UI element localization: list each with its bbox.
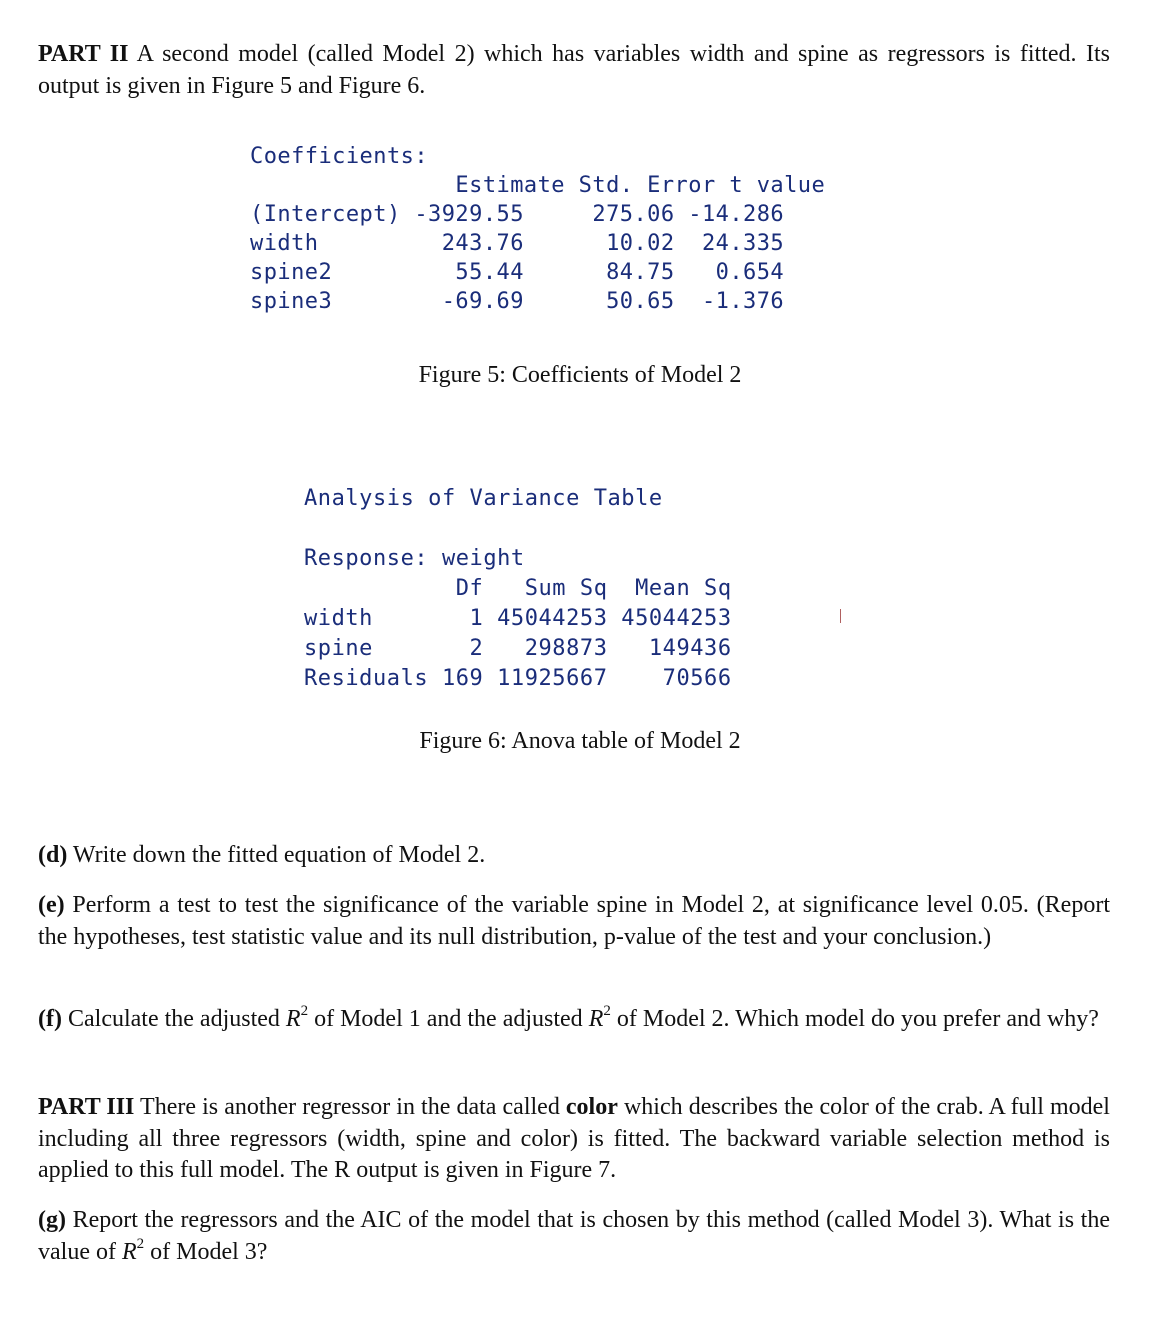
question-d-label: (d) xyxy=(38,842,68,868)
crop-mark xyxy=(840,609,841,623)
question-f-label: (f) xyxy=(38,1006,62,1032)
coefficients-row: (Intercept) -3929.55 275.06 -14.286 xyxy=(250,202,785,227)
anova-spacer xyxy=(304,514,732,544)
anova-row: spine 2 298873 149436 xyxy=(304,636,732,661)
r-symbol: R xyxy=(121,1238,137,1265)
coefficients-header: Estimate Std. Error t value xyxy=(250,173,826,198)
anova-row: Residuals 169 11925667 70566 xyxy=(304,666,732,691)
question-f-text-b: of Model 1 and the adjusted xyxy=(308,1006,589,1032)
figure5-caption: Figure 5: Coefficients of Model 2 xyxy=(418,362,742,388)
coefficients-output xyxy=(250,142,825,316)
superscript: 2 xyxy=(300,1003,309,1019)
coefficients-row: spine2 55.44 84.75 0.654 xyxy=(250,260,785,285)
question-g-label: (g) xyxy=(38,1207,66,1233)
part3-paragraph xyxy=(38,1092,1110,1187)
question-g-text-a: Report the regressors and the AIC of the model that is chosen by this method (called Model 3). What is the value of xyxy=(38,1207,1110,1265)
question-g-text-b: of Model 3? xyxy=(144,1238,268,1265)
anova-output xyxy=(304,484,732,694)
coefficients-row: spine3 -69.69 50.65 -1.376 xyxy=(250,289,785,314)
part3-text-b: which describes the color of the crab. A full model including all three regressors (width, spine and color) is fitted. The backward variable selection method is applied to this full model. The R output is given in Figure 7. xyxy=(38,1094,1110,1183)
question-f-text-a: Calculate the adjusted xyxy=(67,1006,286,1032)
part2-text: A second model (called Model 2) which has variables width and spine as regressors is fitted. Its output is given in Figure 5 and Figure 6. xyxy=(38,41,1110,99)
question-e-text: Perform a test to test the significance of the variable spine in Model 2, at significance level 0.05. (Report the hypotheses, test statistic value and its null distribution, p-value of the test and your conclusion.) xyxy=(38,892,1110,950)
question-e-label: (e) xyxy=(38,892,65,918)
question-f-text-c: of Model 2. Which model do you prefer and why? xyxy=(610,1006,1099,1032)
anova-response: Response: weight xyxy=(304,546,525,571)
part3-text-a: There is another regressor in the data called xyxy=(140,1094,566,1120)
question-d xyxy=(38,840,1110,872)
part2-paragraph xyxy=(38,39,1110,102)
r-symbol: R xyxy=(588,1006,604,1032)
figure6-caption: Figure 6: Anova table of Model 2 xyxy=(419,728,741,754)
coefficients-row: width 243.76 10.02 24.335 xyxy=(250,231,785,256)
part3-label: PART III xyxy=(38,1094,135,1120)
coefficients-title: Coefficients: xyxy=(250,144,429,169)
anova-header: Df Sum Sq Mean Sq xyxy=(304,576,732,601)
part2-label: PART II xyxy=(38,41,129,67)
superscript: 2 xyxy=(136,1235,145,1252)
question-d-text: Write down the fitted equation of Model 2. xyxy=(72,842,486,868)
question-f xyxy=(38,1004,1110,1036)
anova-title: Analysis of Variance Table xyxy=(304,486,663,511)
part3-bold-term: color xyxy=(565,1094,618,1120)
r-symbol: R xyxy=(285,1006,301,1032)
anova-row: width 1 45044253 45044253 xyxy=(304,606,732,631)
superscript: 2 xyxy=(603,1003,611,1019)
question-e xyxy=(38,890,1110,953)
question-g xyxy=(38,1205,1110,1268)
